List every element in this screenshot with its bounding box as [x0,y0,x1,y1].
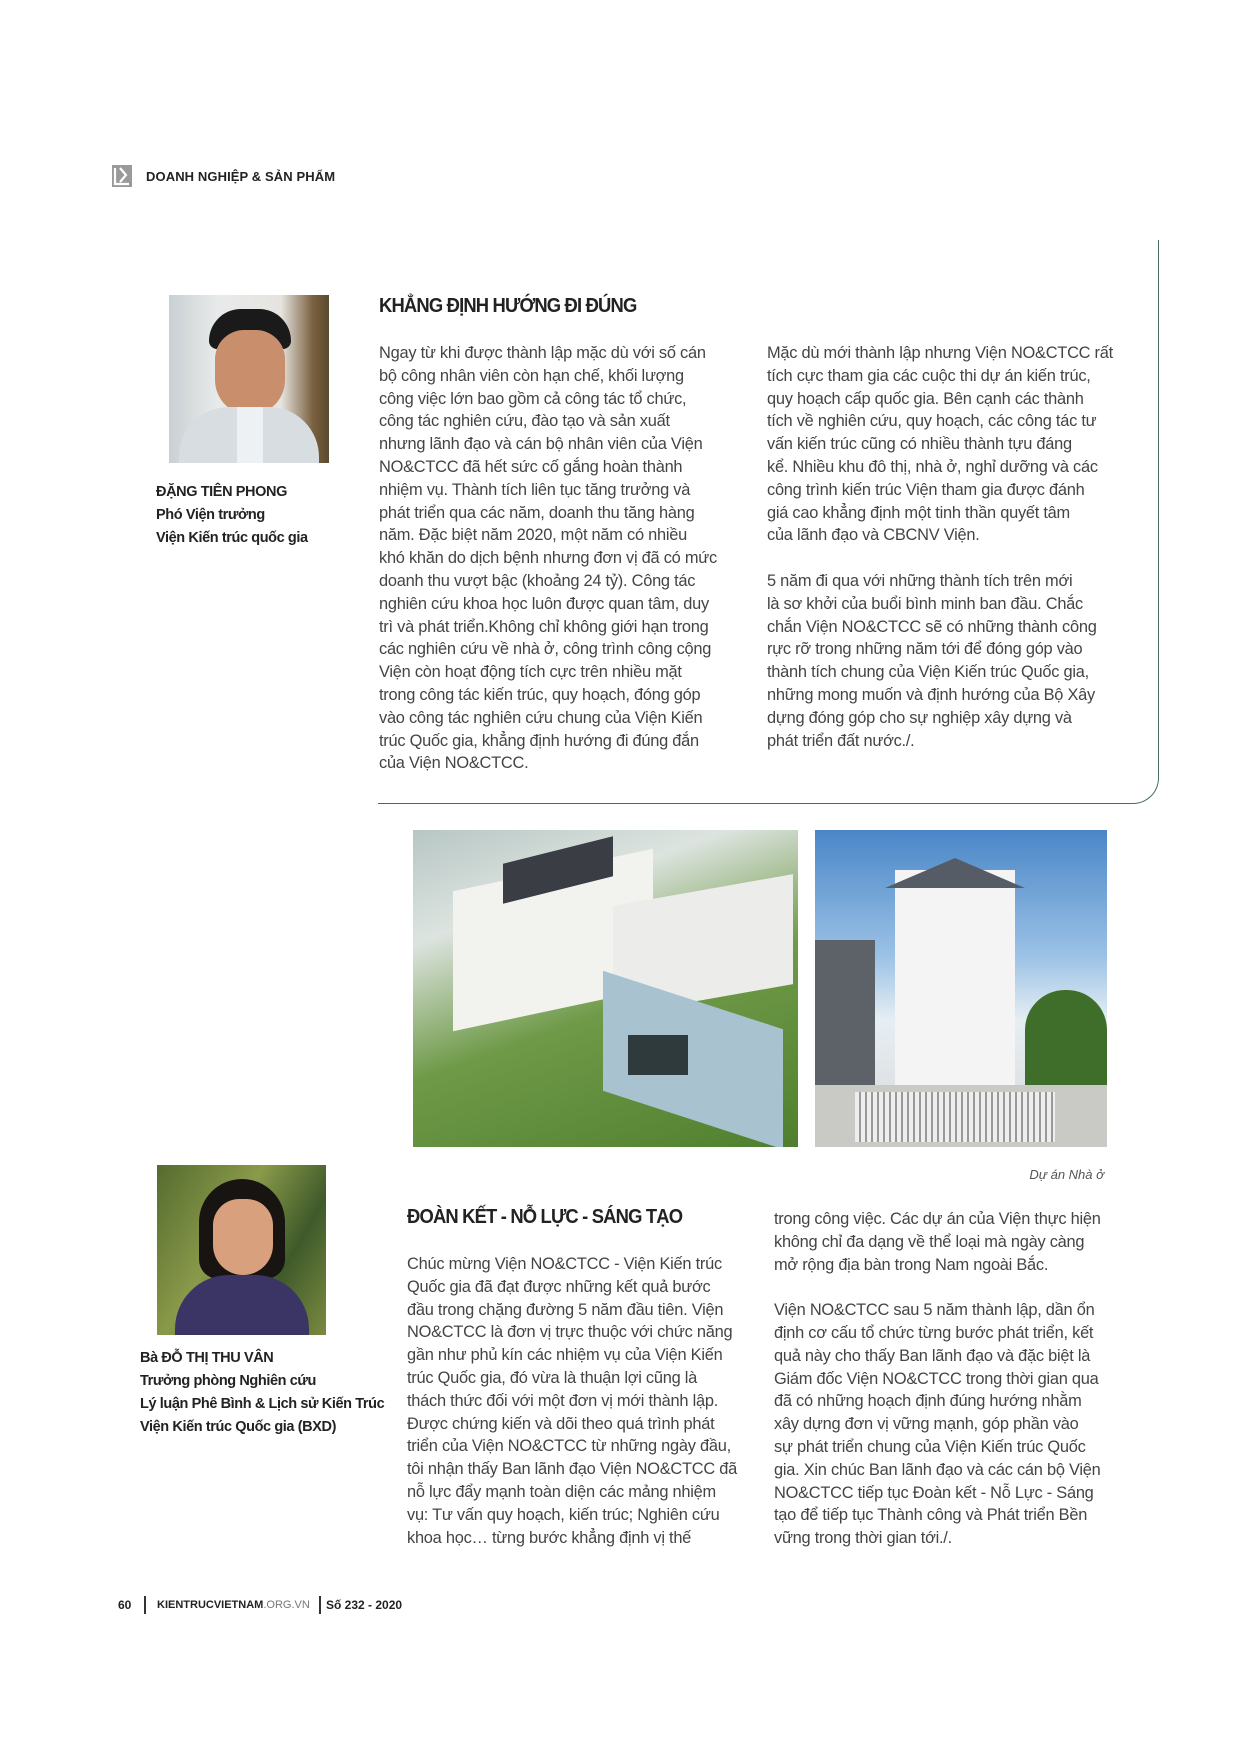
text-line: dựng đóng góp cho sự nghiệp xây dựng và [767,708,1072,727]
person-title: Phó Viện trưởng [156,507,265,523]
text-line: trúc Quốc gia, đó vừa là thuận lợi cũng là [407,1368,698,1387]
text-line: thách thức đối với một đơn vị mới thành lập. [407,1391,719,1410]
footer-site [157,1599,310,1611]
text-line: Quốc gia đã đạt được những kết quả bước [407,1277,711,1296]
issue-number: Số 232 - 2020 [326,1598,403,1612]
text-line: Chúc mừng Viện NO&CTCC - Viện Kiến trúc [407,1255,722,1273]
person-caption-2 [140,1347,384,1439]
text-line: bộ công nhân viên còn hạn chế, khối lượng [379,366,684,385]
magazine-logo-icon [112,165,132,187]
person-name: Bà ĐỖ THỊ THU VÂN [140,1350,274,1366]
text-line: quy hoạch cấp quốc gia. Bên cạnh các thành [767,389,1084,408]
text-line: xây dựng đơn vị vững mạnh, góp phần vào [774,1415,1079,1434]
text-line: trúc Quốc gia, khẳng định hướng đi đúng đắn [379,731,699,750]
person-org: Viện Kiến trúc Quốc gia (BXD) [140,1419,336,1435]
text-line: Mặc dù mới thành lập nhưng Viện NO&CTCC rất [767,344,1113,362]
text-line: giá cao khẳng định một tinh thần quyết tâm [767,503,1070,522]
person-caption-1 [156,481,308,550]
text-line: trì và phát triển.Không chỉ không giới hạn trong [379,617,709,636]
text-line: quả này cho thấy Ban lãnh đạo và đặc biệt là [774,1346,1091,1365]
text-line: định cơ cấu tổ chức từng bước phát triển, kết [774,1323,1094,1342]
person-name: ĐẶNG TIÊN PHONG [156,484,287,500]
text-line: Giám đốc Viện NO&CTCC trong thời gian qua [774,1369,1099,1388]
article1-col1 [379,342,717,775]
article1-heading: KHẲNG ĐỊNH HƯỚNG ĐI ĐÚNG [379,295,637,317]
text-line: vững trong thời gian tới./. [774,1529,952,1548]
text-line: triển của Viện NO&CTCC từ những ngày đầu, [407,1437,731,1456]
text-line: sự phát triển chung của Viện Kiến trúc Quốc [774,1437,1086,1456]
text-line: Ngay từ khi được thành lập mặc dù với số cán [379,344,706,362]
article2-col2 [774,1208,1101,1550]
text-line: nghiên cứu khoa học luôn được quan tâm, duy [379,594,709,613]
text-line: Được chứng kiến và dõi theo quá trình phát [407,1414,715,1433]
text-line: NO&CTCC là đơn vị trực thuộc với chức năng [407,1323,733,1342]
text-line: vào công tác nghiên cứu chung của Viện Kiến [379,708,703,727]
text-line: của Viện NO&CTCC. [379,754,529,773]
text-line: phát triển đất nước./. [767,731,915,750]
text-line: không chỉ đa dạng về thể loại mà ngày càng [774,1232,1085,1251]
portrait-dang-tien-phong [169,295,329,463]
text-line: đầu trong chặng đường 5 năm đầu tiên. Viện [407,1300,724,1319]
page-number: 60 [118,1598,132,1612]
text-line: gần như phủ kín các nhiệm vụ của Viện Kiến [407,1346,723,1365]
site-domain: .ORG.VN [263,1599,310,1611]
text-line: gia. Xin chúc Ban lãnh đạo và các cán bộ Viện [774,1460,1101,1479]
text-line: doanh thu vượt bậc (khoảng 24 tỷ). Công tác [379,571,696,590]
text-line: Viện NO&CTCC sau 5 năm thành lập, dần ổn [774,1301,1095,1320]
text-line: mở rộng địa bàn trong Nam ngoài Bắc. [774,1255,1049,1274]
text-line: NO&CTCC tiếp tục Đoàn kết - Nỗ Lực - Sáng [774,1483,1094,1502]
text-line: 5 năm đi qua với những thành tích trên mới [767,571,1073,590]
person-org: Viện Kiến trúc quốc gia [156,530,308,546]
project-image-townhouse [815,830,1107,1147]
text-line: những mong muốn và định hướng của Bộ Xây [767,685,1095,704]
text-line: của lãnh đạo và CBCNV Viện. [767,526,980,545]
text-line: công trình kiến trúc Viện tham gia được đánh [767,480,1085,499]
site-name: KIENTRUCVIETNAM [157,1599,264,1611]
text-line: tôi nhận thấy Ban lãnh đạo Viện NO&CTCC đã [407,1460,737,1479]
text-line: tích về nghiên cứu, quy hoạch, các công tác tư [767,412,1097,431]
text-line: phát triển qua các năm, doanh thu tăng hàng [379,503,695,522]
section-label: DOANH NGHIỆP & SẢN PHẨM [146,169,336,184]
text-line: rực rỡ trong những năm tới để đóng góp vào [767,640,1083,659]
text-line: khó khăn do dịch bệnh nhưng đơn vị đã có mức [379,549,717,568]
article2-heading: ĐOÀN KẾT - NỖ LỰC - SÁNG TẠO [407,1206,683,1228]
text-line: các nghiên cứu về nhà ở, công trình công cộng [379,640,712,659]
text-line: chắn Viện NO&CTCC sẽ có những thành công [767,617,1097,636]
article2-col1 [407,1253,737,1549]
project-image-villa-render [413,830,798,1147]
text-line: khoa học… từng bước khẳng định vị thế [407,1528,692,1547]
text-line: tích cực tham gia các cuộc thi dự án kiến trúc, [767,366,1091,385]
text-line: là sơ khởi của buổi bình minh ban đầu. Chắc [767,594,1083,613]
article1-col2 [767,342,1113,752]
text-line: kể. Nhiều khu đô thị, nhà ở, nghỉ dưỡng và các [767,457,1098,476]
text-line: thành tích chung của Viện Kiến trúc Quốc gia, [767,663,1089,682]
text-line: nỗ lực đẩy mạnh toàn diện các mảng nhiệm [407,1482,716,1501]
text-line: công việc lớn bao gồm cả công tác tổ chức, [379,389,687,408]
text-line: NO&CTCC đã hết sức cố gắng hoàn thành [379,457,683,476]
text-line: trong công việc. Các dự án của Viện thực hiện [774,1210,1101,1228]
portrait-do-thi-thu-van [157,1165,326,1335]
text-line: nhiệm vụ. Thành tích liên tục tăng trưởng và [379,480,691,499]
text-line: vụ: Tư vấn quy hoạch, kiến trúc; Nghiên cứu [407,1505,720,1524]
text-line: năm. Đặc biệt năm 2020, một năm có nhiều [379,526,687,545]
text-line: trong công tác kiến trúc, quy hoạch, đóng góp [379,685,701,704]
footer-divider [319,1596,321,1614]
text-line: vấn kiến trúc cũng có nhiều thành tựu đáng [767,435,1072,454]
text-line: nhưng lãnh đạo và cán bộ nhân viên của Viện [379,435,703,454]
image-caption: Dự án Nhà ở [1029,1167,1104,1182]
person-title: Trưởng phòng Nghiên cứu [140,1373,316,1389]
text-line: công tác nghiên cứu, đào tạo và sản xuất [379,412,670,431]
text-line: tạo để tiếp tục Thành công và Phát triển Bền [774,1506,1088,1525]
person-department: Lý luận Phê Bình & Lịch sử Kiến Trúc [140,1396,385,1412]
text-line: Viện còn hoạt động tích cực trên nhiều mặt [379,663,682,682]
footer-divider [144,1596,146,1614]
text-line: đã có những hoạch định đúng hướng nhằm [774,1392,1082,1411]
